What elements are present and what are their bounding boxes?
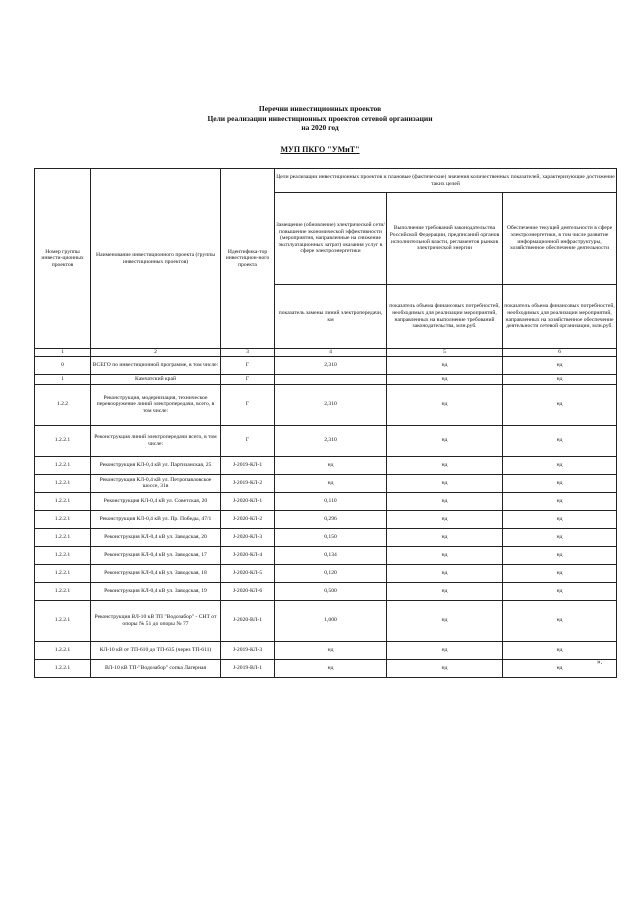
row-name: Реконструкция КЛ-0,4 кВ ул. Советская, 20 (91, 492, 221, 510)
row-value-5: нд (387, 474, 503, 492)
row-value-5: нд (387, 356, 503, 374)
row-name: Реконструкция КЛ-0,4 кВ ул. Петропавловское шоссе, 31в (91, 474, 221, 492)
row-id: Г (221, 425, 275, 456)
row-name: Камчатский край (91, 374, 221, 384)
row-value-5: нд (387, 510, 503, 528)
row-value-4: 0,296 (275, 510, 387, 528)
table-row (35, 456, 617, 474)
row-value-5: нд (387, 546, 503, 564)
column-number: 2 (91, 349, 221, 357)
row-group: 1.2.2.1 (35, 600, 91, 641)
row-id: J-2019-КЛ-1 (221, 456, 275, 474)
row-name: Реконструкция КЛ-0,4 кВ ул. Заводская, 18 (91, 564, 221, 582)
row-value-4: 0,134 (275, 546, 387, 564)
row-group: 1.2.2.1 (35, 641, 91, 659)
row-value-5: нд (387, 374, 503, 384)
row-id: J-2020-КЛ-1 (221, 492, 275, 510)
row-value-5: нд (387, 384, 503, 425)
header-project-name: Наименование инвестиционного проекта (группы инвестиционных проектов) (91, 169, 221, 349)
row-id: J-2019-ВЛ-1 (221, 659, 275, 677)
header-indicator-4: показатель замены линий электропередачи, км (275, 285, 387, 349)
row-group: 0 (35, 356, 91, 374)
table-row (35, 546, 617, 564)
row-value-6: нд (503, 510, 617, 528)
row-id: J-2019-КЛ-2 (221, 474, 275, 492)
row-group: 1 (35, 374, 91, 384)
row-value-4: нд (275, 659, 387, 677)
row-value-5: нд (387, 582, 503, 600)
row-group: 1.2.2.1 (35, 425, 91, 456)
table-row (35, 564, 617, 582)
row-value-4: 1,000 (275, 600, 387, 641)
row-value-4: 0,150 (275, 528, 387, 546)
organization-name: МУП ПКГО "УМиТ" (280, 145, 360, 154)
investment-projects-table (34, 168, 617, 678)
row-value-4: нд (275, 474, 387, 492)
row-value-6: нд (503, 564, 617, 582)
row-value-6: нд (503, 659, 617, 677)
row-id: Г (221, 384, 275, 425)
row-name: Реконструкция КЛ-0,4 кВ ул. Заводская, 20 (91, 528, 221, 546)
row-id: J-2019-КЛ-3 (221, 641, 275, 659)
row-value-4: нд (275, 641, 387, 659)
table-row (35, 356, 617, 374)
row-name: ВЛ-10 кВ ТП-"Водозабор" сопка Лагерная (91, 659, 221, 677)
row-name: Реконструкция линий электропередачи всего, в том числе: (91, 425, 221, 456)
row-name: Реконструкция ВЛ-10 кВ ТП "Водозабор" - СНТ от опоры № 51 до опоры № 77 (91, 600, 221, 641)
row-value-6: нд (503, 582, 617, 600)
row-value-5: нд (387, 425, 503, 456)
column-number-row (35, 349, 617, 357)
row-group: 1.2.2.1 (35, 474, 91, 492)
row-name: Реконструкция КЛ-0,4 кВ ул. Заводская, 19 (91, 582, 221, 600)
title-line-1: Перечни инвестиционных проектов (258, 104, 382, 113)
row-id: J-2020-КЛ-4 (221, 546, 275, 564)
row-id: J-2020-КЛ-6 (221, 582, 275, 600)
row-value-6: нд (503, 641, 617, 659)
row-group: 1.2.2.1 (35, 564, 91, 582)
row-value-6: нд (503, 600, 617, 641)
title-line-2: Цели реализации инвестиционных проектов сетевой организации (207, 113, 433, 123)
row-value-4: 2,310 (275, 356, 387, 374)
row-value-6: нд (503, 546, 617, 564)
row-value-4 (275, 374, 387, 384)
row-name: Реконструкция КЛ-0,4 кВ ул. Пр. Победы, 47/1 (91, 510, 221, 528)
row-name: Реконструкция, модернизация, техническое перевооружение линий электропередачи, всего, в том числе: (91, 384, 221, 425)
row-id: J-2020-КЛ-5 (221, 564, 275, 582)
column-number: 1 (35, 349, 91, 357)
column-number: 3 (221, 349, 275, 357)
row-group: 1.2.2.1 (35, 492, 91, 510)
table-row (35, 528, 617, 546)
row-value-6: нд (503, 474, 617, 492)
column-number: 4 (275, 349, 387, 357)
header-goals: Цели реализации инвестиционных проектов и плановые (фактические) значения количественных показателей, характеризующие достижение таких целей (275, 169, 617, 193)
table-row (35, 374, 617, 384)
column-number: 6 (503, 349, 617, 357)
row-id: J-2020-ВЛ-1 (221, 600, 275, 641)
row-value-5: нд (387, 528, 503, 546)
title-line-3: на 2020 год (301, 123, 339, 132)
row-value-5: нд (387, 564, 503, 582)
row-value-6: нд (503, 492, 617, 510)
table-row (35, 582, 617, 600)
row-group: 1.2.2.1 (35, 510, 91, 528)
row-value-6: нд (503, 528, 617, 546)
header-goal-5: Выполнение требований законодательства Российской Федерации, предписаний органов исполнительной власти, регламентов рынков электрической энергии (387, 193, 503, 285)
row-value-4: 2,310 (275, 384, 387, 425)
row-name: Реконструкция КЛ-0,4 кВ ул. Партизанская, 25 (91, 456, 221, 474)
row-value-4: 0,110 (275, 492, 387, 510)
continuation-mark: ». (597, 658, 603, 666)
row-value-5: нд (387, 659, 503, 677)
row-id: Г (221, 374, 275, 384)
row-value-6: нд (503, 425, 617, 456)
row-value-4: 2,310 (275, 425, 387, 456)
row-id: Г (221, 356, 275, 374)
table-row (35, 659, 617, 677)
row-name: Реконструкция КЛ-0,4 кВ ул. Заводская, 17 (91, 546, 221, 564)
row-id: J-2020-КЛ-3 (221, 528, 275, 546)
row-name: ВСЕГО по инвестиционной программе, в том числе: (91, 356, 221, 374)
table-row (35, 510, 617, 528)
header-goal-4: Замещение (обновление) электрической сети/повышение экономической эффективности (мероприятия, направленные на снижение эксплуатационных затрат) оказания услуг в сфере электроэнергетики (275, 193, 387, 285)
row-value-6: нд (503, 356, 617, 374)
row-group: 1.2.2.1 (35, 528, 91, 546)
row-value-4: нд (275, 456, 387, 474)
header-indicator-5: показатель объема финансовых потребностей, необходимых для реализации мероприятий, направленных на выполнение требований законодательства, млн.руб. (387, 285, 503, 349)
row-name: КЛ-10 кВ от ТП-610 до ТП-635 (через ТП-611) (91, 641, 221, 659)
row-value-4: 0,500 (275, 582, 387, 600)
row-group: 1.2.2.1 (35, 582, 91, 600)
table-row (35, 474, 617, 492)
header-group-number: Номер группы инвести-ционных проектов (35, 169, 91, 349)
table-row (35, 425, 617, 456)
table-row (35, 641, 617, 659)
header-project-id: Идентифика-тор инвестицион-ного проекта (221, 169, 275, 349)
header-indicator-6: показатель объема финансовых потребностей, необходимых для реализации мероприятий, направленных на хозяйственное обеспечение деятельности сетевой организации, млн.руб. (503, 285, 617, 349)
row-value-5: нд (387, 641, 503, 659)
row-group: 1.2.2.1 (35, 659, 91, 677)
table-row (35, 384, 617, 425)
row-value-6: нд (503, 384, 617, 425)
table-row (35, 492, 617, 510)
row-id: J-2020-КЛ-2 (221, 510, 275, 528)
row-group: 1.2.2.1 (35, 546, 91, 564)
row-value-5: нд (387, 456, 503, 474)
document-title (0, 104, 640, 133)
table-row (35, 600, 617, 641)
row-value-5: нд (387, 492, 503, 510)
header-goal-6: Обеспечение текущей деятельности в сфере электроэнергетики, в том числе развитие информационной инфраструктуры, хозяйственное обеспечение деятельности (503, 193, 617, 285)
column-number: 5 (387, 349, 503, 357)
row-group: 1.2.2 (35, 384, 91, 425)
row-group: 1.2.2.1 (35, 456, 91, 474)
row-value-6: нд (503, 456, 617, 474)
row-value-4: 0,120 (275, 564, 387, 582)
row-value-5: нд (387, 600, 503, 641)
row-value-6: нд (503, 374, 617, 384)
